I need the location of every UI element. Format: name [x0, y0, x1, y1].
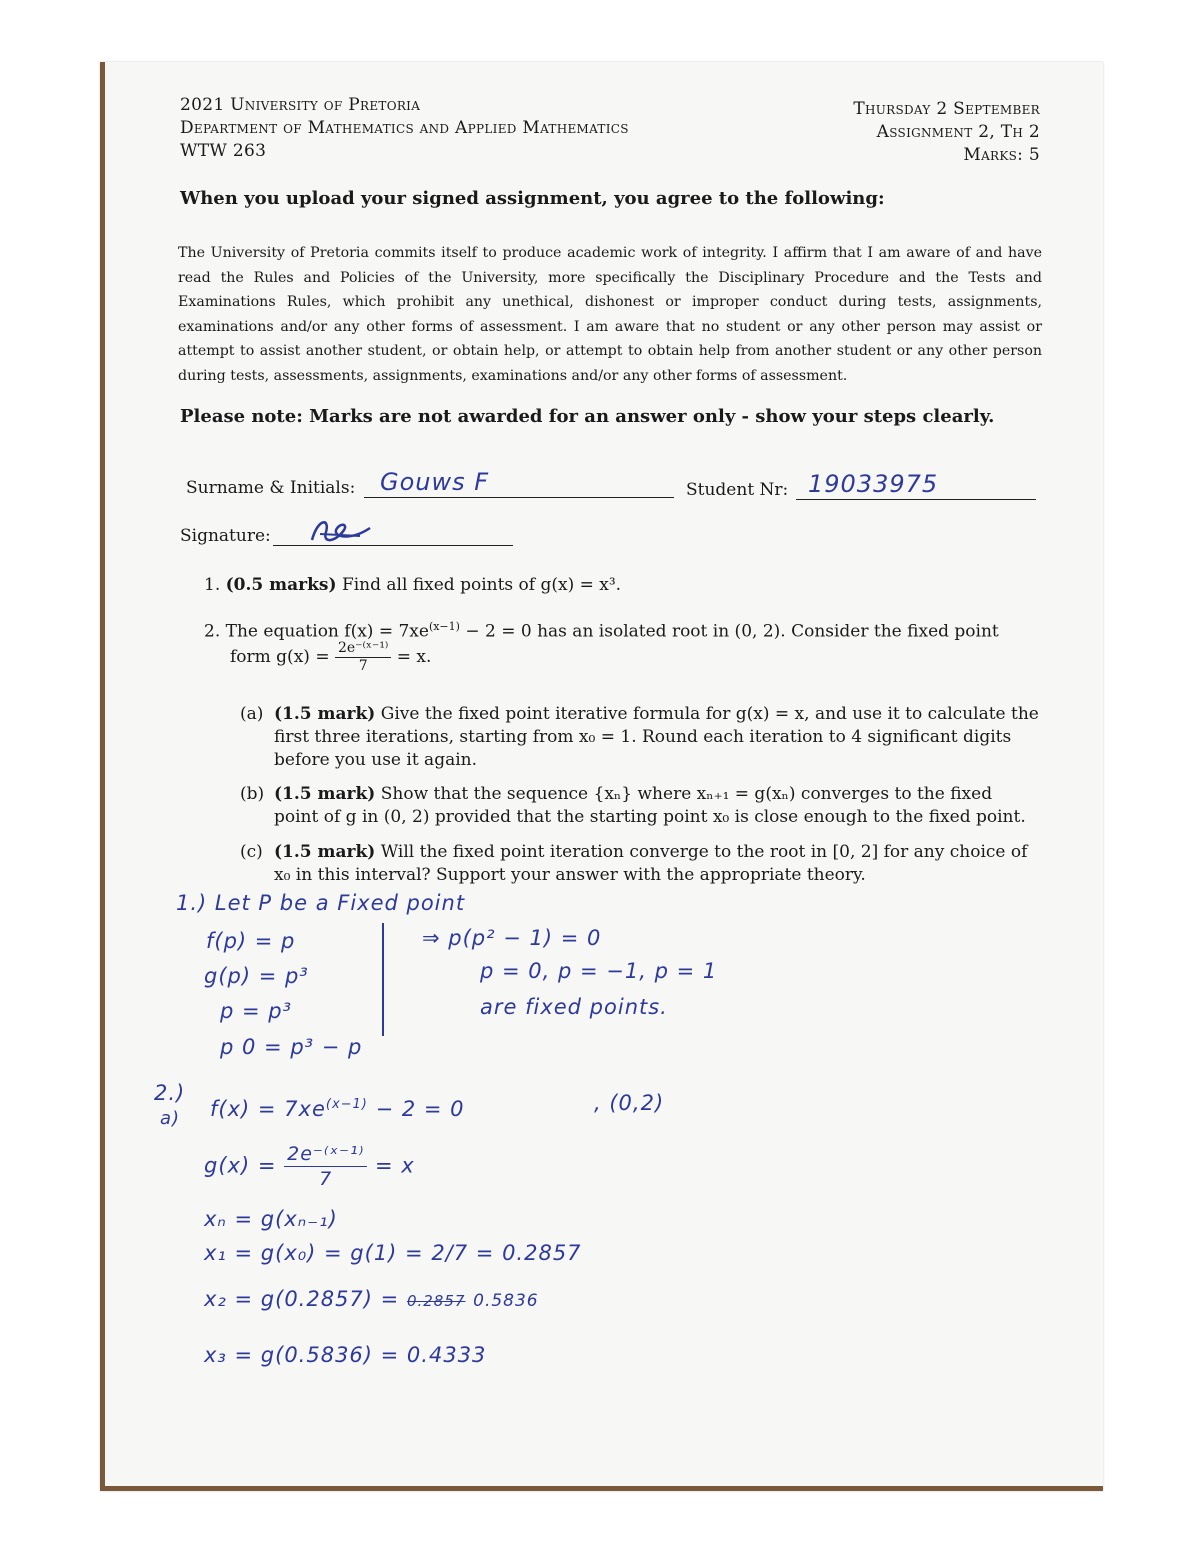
q2-fraction — [335, 640, 391, 675]
hw-q2a-equation — [210, 1092, 465, 1122]
hw-iteration-3: x₃ = g(0.5836) = 0.4333 — [204, 1343, 487, 1367]
q2b-marks: (1.5 mark) — [274, 784, 376, 804]
hw-g-num: 2e⁻⁽ˣ⁻¹⁾ — [284, 1142, 367, 1167]
hw-it2-strike: 0.2857 — [406, 1292, 466, 1310]
q2-text-b: − 2 = 0 has an isolated root in (0, 2). Consider the fixed point — [459, 621, 999, 642]
q1-text: Find all fixed points of g(x) = x³. — [341, 575, 622, 595]
header-course-code: WTW 263 — [180, 141, 267, 161]
hw-divider — [382, 923, 384, 1036]
q2b-label: (b) — [240, 784, 265, 804]
hw-g-rhs: = x — [375, 1153, 415, 1178]
please-note — [180, 406, 994, 427]
question-2c — [240, 841, 1040, 887]
hw-g-fraction — [284, 1142, 367, 1191]
hw-q1-line4: p 0 = p³ − p — [220, 1035, 363, 1059]
surname-value[interactable]: Gouws F — [380, 468, 490, 496]
q2-form-label: form g(x) = — [230, 647, 330, 667]
declaration-body: The University of Pretoria commits itself to produce academic work of integrity. I affirm that I am aware of and have read the Rules and Policies of the University, more specifically the Disciplinary Procedure and the Tests and Examinations Rules, which prohibit any unethical, dishonest or improper conduct during tests, assignments, examinations and/or any other forms of assessment. I am aware that no student or any other person may assist or attempt to assist another student, or obtain help, or attempt to obtain help from another student or any other person during tests, assessments, assignments, examinations and/or any other forms of assessment. — [178, 245, 1042, 384]
q2c-label: (c) — [240, 842, 263, 862]
hw-g-definition — [204, 1142, 415, 1191]
please-note-text: Please note: Marks are not awarded for an answer only - show your steps clearly. — [180, 406, 995, 427]
hw-interval: , (0,2) — [594, 1091, 665, 1115]
header-department: Department of Mathematics and Applied Mathematics — [180, 118, 629, 138]
surname-label: Surname & Initials: — [186, 478, 356, 498]
question-1 — [204, 574, 621, 597]
q1-number: 1. — [204, 575, 221, 595]
hw-f-exp: (x−1) — [325, 1097, 368, 1112]
q2-frac-num: 2e⁻⁽ˣ⁻¹⁾ — [335, 640, 391, 658]
header-right — [853, 98, 1040, 167]
hw-iteration-formula: xₙ = g(xₙ₋₁) — [204, 1207, 338, 1231]
question-2a — [240, 703, 1040, 772]
header-date: Thursday 2 September — [853, 99, 1040, 119]
q2-number: 2. — [204, 621, 221, 642]
q2-frac-den: 7 — [358, 658, 368, 674]
hw-iteration-1: x₁ = g(x₀) = g(1) = 2/7 = 0.2857 — [204, 1241, 582, 1265]
hw-q1-right2: p = 0, p = −1, p = 1 — [480, 959, 718, 983]
surname-underline — [364, 497, 674, 498]
hw-q2a-label: a) — [160, 1108, 181, 1129]
signature-stroke — [312, 522, 370, 540]
declaration-heading: When you upload your signed assignment, you agree to the following: — [180, 188, 885, 209]
hw-f-eq: f(x) = 7xe — [210, 1097, 326, 1121]
q2a-label: (a) — [240, 704, 264, 724]
hw-it2-lhs: x₂ = g(0.2857) = — [204, 1287, 400, 1311]
hw-it2-value: 0.5836 — [473, 1291, 539, 1311]
hw-q1-line1: f(p) = p — [206, 929, 296, 953]
hw-q2-label: 2.) — [154, 1081, 186, 1105]
student-nr-underline — [796, 499, 1036, 500]
hw-g-lhs: g(x) = — [204, 1153, 277, 1178]
header-university: 2021 University of Pretoria — [180, 95, 421, 115]
hw-q1-line2: g(p) = p³ — [204, 964, 309, 988]
header-assignment: Assignment 2, Th 2 — [876, 122, 1040, 142]
student-nr-label: Student Nr: — [686, 480, 789, 500]
signature-mark[interactable] — [300, 512, 380, 552]
q2b-text: Show that the sequence {xₙ} where xₙ₊₁ = g(xₙ) converges to the fixed point of g in (0, 2) provided that the starting point x₀ is close enough to the fixed point. — [274, 784, 1026, 827]
question-2b — [240, 783, 1040, 829]
q2-form — [230, 640, 431, 675]
q2-text-a: The equation f(x) = 7xe — [225, 621, 429, 642]
header-left — [180, 94, 629, 163]
hw-q1-heading: 1.) Let P be a Fixed point — [176, 891, 466, 915]
q2-exponent: (x−1) — [428, 620, 460, 633]
q2c-marks: (1.5 mark) — [274, 842, 376, 862]
student-nr-value[interactable]: 19033975 — [808, 470, 939, 498]
hw-q1-right3: are fixed points. — [480, 995, 668, 1019]
hw-q1-right1: ⇒ p(p² − 1) = 0 — [422, 926, 602, 950]
q1-marks: (0.5 marks) — [225, 575, 337, 595]
hw-g-den: 7 — [319, 1168, 333, 1190]
q2a-text: Give the fixed point iterative formula for g(x) = x, and use it to calculate the first three iterations, starting from x₀ = 1. Round each iteration to 4 significant digits before you use it again. — [274, 704, 1039, 770]
q2c-text: Will the fixed point iteration converge to the root in [0, 2] for any choice of x₀ in this interval? Support your answer with the appropriate theory. — [274, 842, 1028, 885]
q2-form-end: = x. — [396, 647, 432, 667]
header-marks: Marks: 5 — [963, 145, 1040, 165]
hw-f-end: − 2 = 0 — [367, 1097, 465, 1121]
hw-q1-line3: p = p³ — [220, 999, 293, 1023]
signature-label: Signature: — [180, 526, 271, 546]
hw-iteration-2 — [204, 1286, 539, 1314]
q2a-marks: (1.5 mark) — [274, 704, 376, 724]
